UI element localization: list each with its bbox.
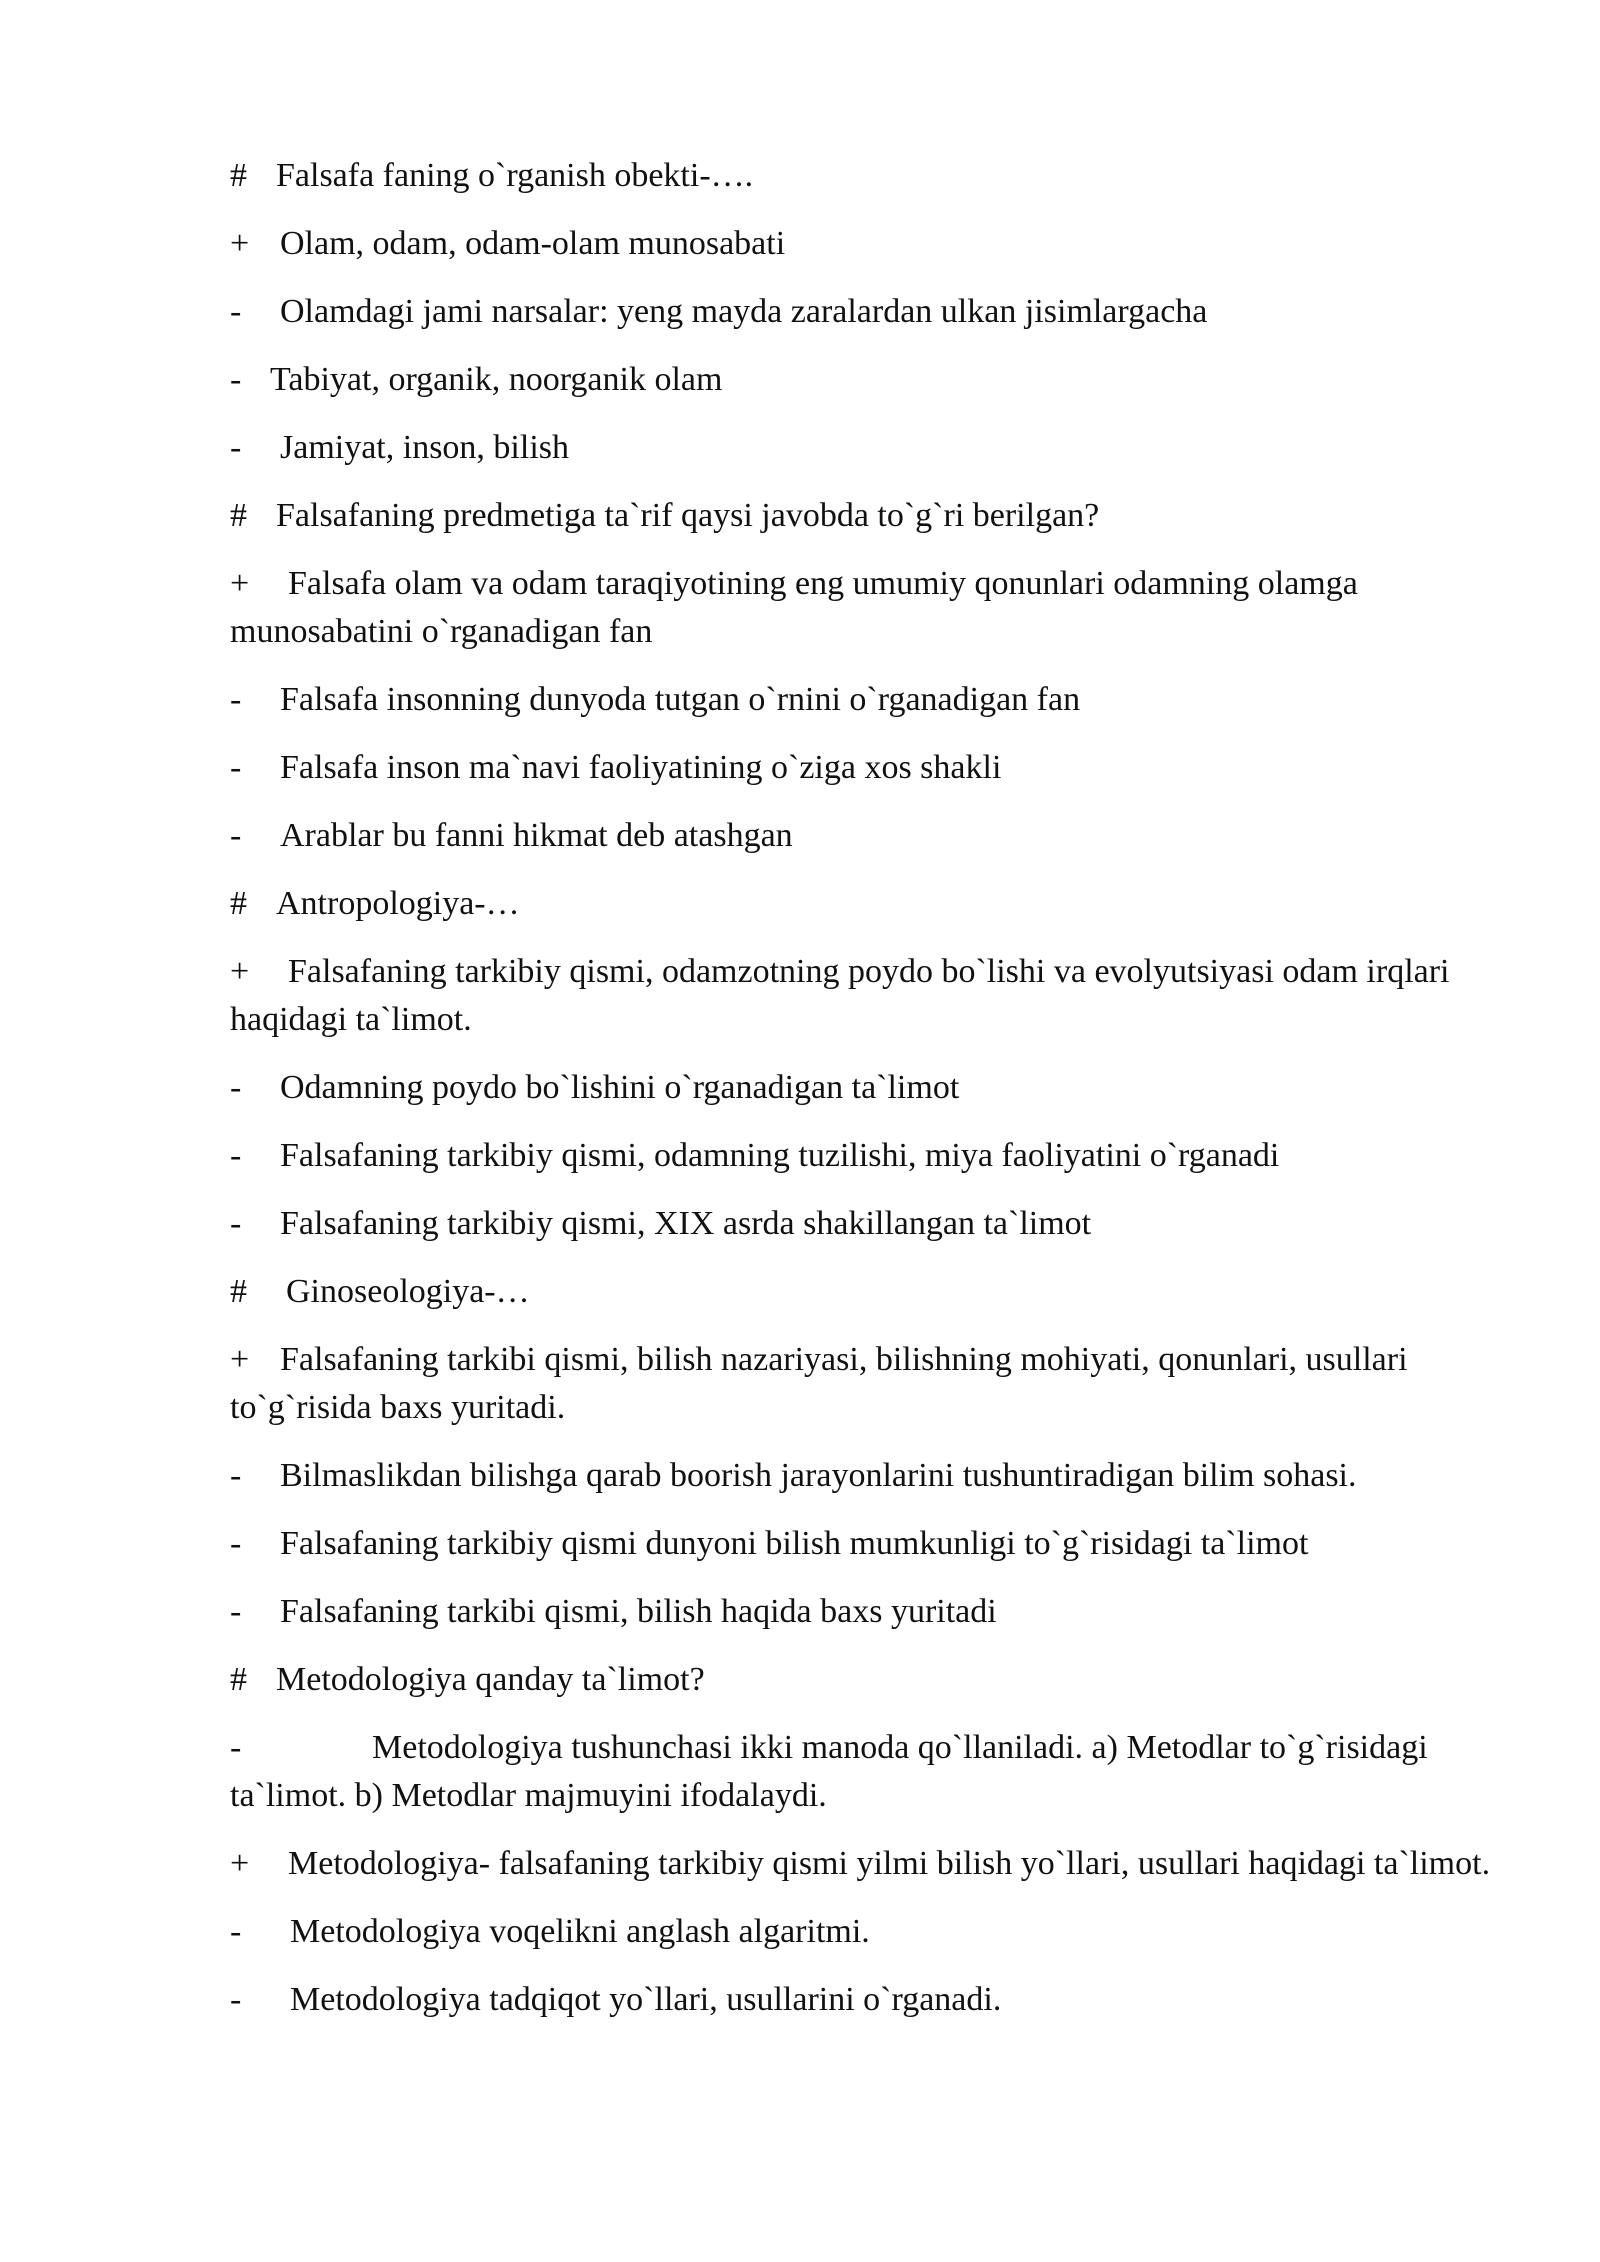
question-line xyxy=(230,880,1500,928)
answer-marker: - xyxy=(230,1729,242,1766)
question-line xyxy=(230,1656,1500,1704)
answer-marker: + xyxy=(230,565,250,602)
answer-line xyxy=(230,1132,1500,1180)
answer-line xyxy=(230,1588,1500,1636)
question-line xyxy=(230,1268,1500,1316)
answer-line xyxy=(230,424,1500,472)
answer-text: Tabiyat, organik, noorganik olam xyxy=(270,361,723,398)
answer-marker: - xyxy=(230,749,242,786)
answer-marker: + xyxy=(230,225,250,262)
answer-line xyxy=(230,676,1500,724)
answer-text: Falsafaning tarkibiy qismi, odamning tuzilishi, miya faoliyatini o`rganadi xyxy=(280,1137,1280,1174)
answer-marker: + xyxy=(230,1845,250,1882)
answer-marker: - xyxy=(230,1069,242,1106)
answer-marker: - xyxy=(230,1593,242,1630)
answer-text: Falsafa olam va odam taraqiyotining eng umumiy qonunlari odamning olamga munosabatini o`rganadigan fan xyxy=(230,565,1358,650)
answer-line xyxy=(230,1840,1500,1888)
answer-marker: - xyxy=(230,1205,242,1242)
answer-marker: - xyxy=(230,1525,242,1562)
question-marker: # xyxy=(230,1273,247,1310)
answer-marker: + xyxy=(230,953,250,990)
answer-line xyxy=(230,1336,1500,1432)
question-text: Antropologiya-… xyxy=(276,885,520,922)
question-marker: # xyxy=(230,157,247,194)
answer-marker: - xyxy=(230,1913,242,1950)
answer-line xyxy=(230,220,1500,268)
answer-text: Falsafaning tarkibi qismi, bilish haqida baxs yuritadi xyxy=(280,1593,997,1630)
answer-line xyxy=(230,948,1500,1044)
question-text: Metodologiya qanday ta`limot? xyxy=(276,1661,705,1698)
question-line xyxy=(230,492,1500,540)
answer-text: Jamiyat, inson, bilish xyxy=(280,429,569,466)
question-text: Falsafa faning o`rganish obekti-…. xyxy=(276,157,754,194)
answer-line xyxy=(230,744,1500,792)
answer-line xyxy=(230,812,1500,860)
answer-text: Falsafa inson ma`navi faoliyatining o`ziga xos shakli xyxy=(280,749,1002,786)
answer-text: Falsafaning tarkibi qismi, bilish nazariyasi, bilishning mohiyati, qonunlari, usullari to`g`risida baxs yuritadi. xyxy=(230,1341,1408,1426)
question-marker: # xyxy=(230,885,247,922)
answer-text: Olamdagi jami narsalar: yeng mayda zaralardan ulkan jisimlargacha xyxy=(280,293,1208,330)
answer-line xyxy=(230,1976,1500,2024)
answer-marker: - xyxy=(230,1137,242,1174)
answer-marker: - xyxy=(230,361,242,398)
answer-text: Arablar bu fanni hikmat deb atashgan xyxy=(280,817,793,854)
question-line xyxy=(230,152,1500,200)
answer-text: Metodologiya tadqiqot yo`llari, usullarini o`rganadi. xyxy=(290,1981,1002,2018)
answer-text: Falsafaning tarkibiy qismi, XIX asrda shakillangan ta`limot xyxy=(280,1205,1092,1242)
answer-line xyxy=(230,560,1500,656)
answer-marker: - xyxy=(230,681,242,718)
answer-text: Bilmaslikdan bilishga qarab boorish jarayonlarini tushuntiradigan bilim sohasi. xyxy=(280,1457,1357,1494)
answer-marker: - xyxy=(230,1457,242,1494)
answer-line xyxy=(230,1908,1500,1956)
answer-marker: - xyxy=(230,293,242,330)
answer-line xyxy=(230,1064,1500,1112)
answer-line xyxy=(230,1452,1500,1500)
question-text: Falsafaning predmetiga ta`rif qaysi javobda to`g`ri berilgan? xyxy=(276,497,1100,534)
question-marker: # xyxy=(230,1661,247,1698)
answer-text: Metodologiya- falsafaning tarkibiy qismi yilmi bilish yo`llari, usullari haqidagi ta`limot. xyxy=(288,1845,1491,1882)
answer-marker: + xyxy=(230,1341,250,1378)
answer-line xyxy=(230,1200,1500,1248)
answer-marker: - xyxy=(230,429,242,466)
answer-text: Odamning poydo bo`lishini o`rganadigan ta`limot xyxy=(280,1069,960,1106)
question-marker: # xyxy=(230,497,247,534)
answer-line xyxy=(230,288,1500,336)
answer-text: Metodologiya voqelikni anglash algaritmi. xyxy=(290,1913,870,1950)
answer-marker: - xyxy=(230,817,242,854)
answer-text: Olam, odam, odam-olam munosabati xyxy=(280,225,786,262)
answer-line xyxy=(230,356,1500,404)
answer-line xyxy=(230,1724,1500,1820)
document-body xyxy=(230,152,1500,2044)
answer-text: Falsafa insonning dunyoda tutgan o`rnini o`rganadigan fan xyxy=(280,681,1081,718)
answer-text: Metodologiya tushunchasi ikki manoda qo`llaniladi. a) Metodlar to`g`risidagi ta`limot. b) Metodlar majmuyini ifodalaydi. xyxy=(230,1729,1428,1814)
question-text: Ginoseologiya-… xyxy=(286,1273,530,1310)
answer-line xyxy=(230,1520,1500,1568)
answer-marker: - xyxy=(230,1981,242,2018)
answer-text: Falsafaning tarkibiy qismi dunyoni bilish mumkunligi to`g`risidagi ta`limot xyxy=(280,1525,1309,1562)
answer-text: Falsafaning tarkibiy qismi, odamzotning poydo bo`lishi va evolyutsiyasi odam irqlari haqidagi ta`limot. xyxy=(230,953,1450,1038)
